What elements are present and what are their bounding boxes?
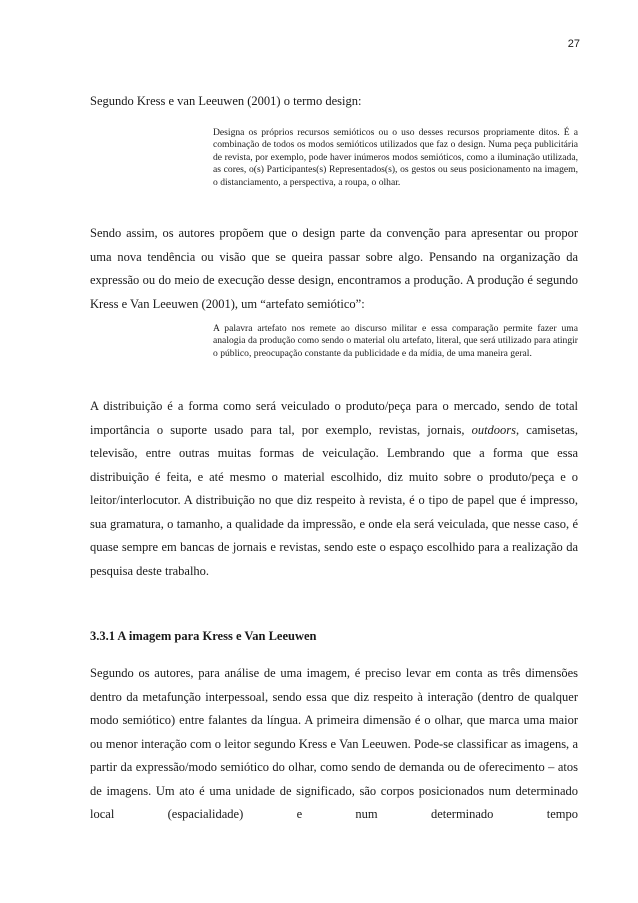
paragraph-production: Sendo assim, os autores propõem que o design parte da convenção para apresentar ou propor uma nova tendência ou visão que se queira passar sobre algo. Pensando na organização da expressão ou do meio de execução desse design, encontramos a produção. A produção é segundo Kress e Van Leeuwen (2001), um “artefato semiótico”: xyxy=(90,226,578,311)
page-number: 27 xyxy=(567,38,580,50)
block-quote-design: Designa os próprios recursos semióticos ou o uso desses recursos propriamente ditos. É a combinação de todos os modos semióticos utilizados que faz o design. Numa peça publicitária de revista, por exemplo, pode haver inúmeros modos semióticos, como a iluminação utilizada, as cores, o(s) Participantes(s) Representados(s), os gestos ou seus posicionamento na imagem, o distanciamento, a perspectiva, a roupa, o olhar. xyxy=(213,127,578,188)
paragraph-distribution-part2: , camisetas, televisão, entre outras muitas formas de veiculação. Lembrando que a forma que essa distribuição é feita, e até mesmo o material escolhido, diz muito sobre o produto/peça e o leitor/interlocutor. A distribuição no que diz respeito à revista, é o tipo de papel que é impresso, sua gramatura, o tamanho, a qualidade da impressão, e onde ela será veiculada, que nesse caso, é quase sempre em bancas de jornais e revistas, sendo este o espaço escolhido para a realização da pesquisa deste trabalho. xyxy=(90,422,578,578)
paragraph-image-dimensions: Segundo os autores, para análise de uma imagem, é preciso levar em conta as três dimensões dentro da metafunção interpessoal, sendo essa que diz respeito à interação (dentro de qualquer modo semiótico) entre falantes da língua. A primeira dimensão é o olhar, que marca uma maior ou menor interação com o leitor segundo Kress e Van Leeuwen. Pode-se classificar as imagens, a partir da expressão/modo semiótico do olhar, como sendo de demanda ou de oferecimento – atos de imagens. Um ato é uma unidade de significado, são corpos posicionados num determinado local (espacialidade) e num determinado tempo xyxy=(90,666,578,821)
paragraph-distribution-part1: A distribuição é a forma como será veiculado o produto/peça para o mercado, sendo de total importância o suporte usado para tal, por exemplo, revistas, jornais, xyxy=(90,399,578,437)
section-heading: 3.3.1 A imagem para Kress e Van Leeuwen xyxy=(90,629,317,643)
paragraph-distribution xyxy=(90,395,578,583)
intro-sentence: Segundo Kress e van Leeuwen (2001) o termo design: xyxy=(90,94,362,108)
block-quote-artifact: A palavra artefato nos remete ao discurso militar e essa comparação permite fazer uma analogia da produção como sendo o material olu artefato, literal, que será utilizado para atingir o público, preocupação constante da publicidade e da mídia, de uma maneira geral. xyxy=(213,323,578,359)
paragraph-distribution-emphasis: outdoors xyxy=(471,422,517,437)
